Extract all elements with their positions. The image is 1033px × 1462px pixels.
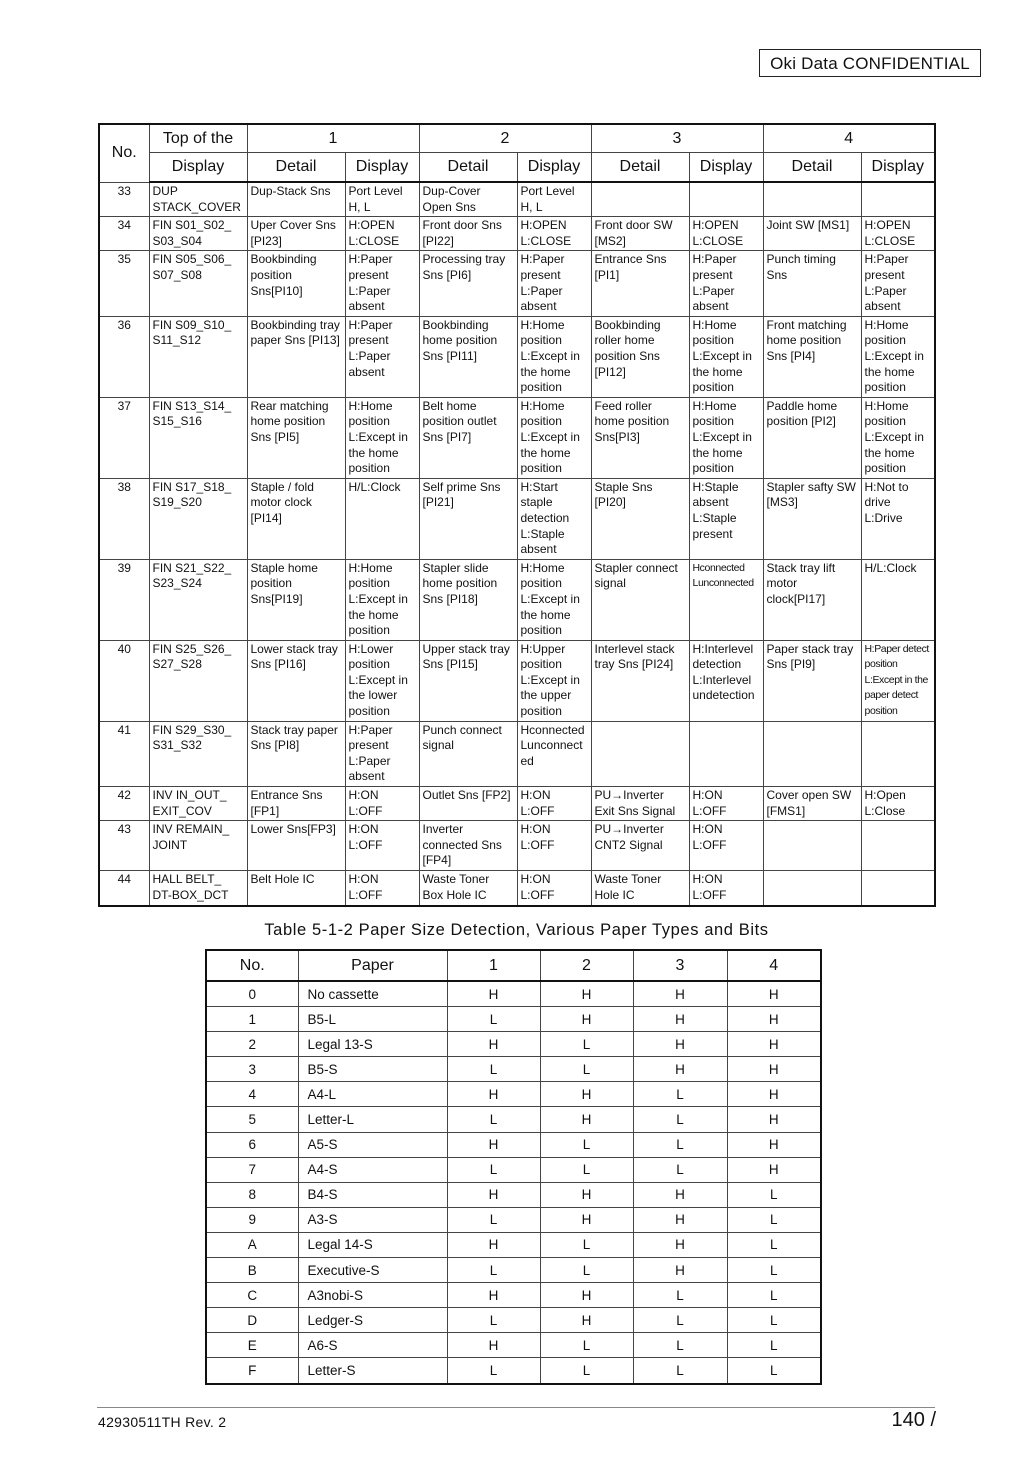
detail-cell: PU→Inverter CNT2 Signal xyxy=(591,821,689,871)
detail-cell: PU→Inverter Exit Sns Signal xyxy=(591,787,689,821)
bit-cell: H xyxy=(447,1182,540,1207)
row-number: 44 xyxy=(99,871,149,906)
footer-divider xyxy=(97,1407,935,1408)
detail-cell: Front door SW [MS2] xyxy=(591,217,689,251)
row-number: A xyxy=(206,1232,298,1257)
paper-size-table xyxy=(205,949,822,1385)
table-row xyxy=(99,251,935,316)
bit-cell: H xyxy=(447,1232,540,1257)
display-cell: H:Paper present L:Paper absent xyxy=(689,251,763,316)
col-header-paper: Paper xyxy=(298,950,447,981)
bit-cell: L xyxy=(727,1258,821,1283)
table-row xyxy=(99,640,935,721)
paper-type-cell: Letter-L xyxy=(298,1107,447,1132)
display-cell: H:Home position L:Except in the home position xyxy=(517,559,591,640)
row-number: 0 xyxy=(206,981,298,1007)
table-row xyxy=(99,559,935,640)
display-cell: H:OPEN L:CLOSE xyxy=(345,217,419,251)
detail-cell: Interlevel stack tray Sns [PI24] xyxy=(591,640,689,721)
display-cell: H:Staple absent L:Staple present xyxy=(689,478,763,559)
bit-cell: L xyxy=(447,1057,540,1082)
bit-cell: L xyxy=(727,1308,821,1333)
bit-cell: L xyxy=(447,1007,540,1032)
bit-cell: H xyxy=(633,1207,727,1232)
bit-cell: L xyxy=(447,1358,540,1384)
bit-cell: L xyxy=(727,1358,821,1384)
detail-cell: Staple Sns [PI20] xyxy=(591,478,689,559)
header-row-2 xyxy=(99,153,935,183)
detail-cell: Rear matching home position Sns [PI5] xyxy=(247,397,345,478)
bit-cell: H xyxy=(727,1032,821,1057)
display-cell: H:Paper present L:Paper absent xyxy=(345,251,419,316)
col-header-bit-4: 4 xyxy=(727,950,821,981)
detail-cell xyxy=(763,821,861,871)
col-header-detail: Detail xyxy=(591,153,689,183)
bit-cell: L xyxy=(633,1283,727,1308)
col-header-no: No. xyxy=(99,124,149,182)
detail-cell: Staple home position Sns[PI19] xyxy=(247,559,345,640)
bit-cell: H xyxy=(447,1032,540,1057)
display-cell: Port Level H, L xyxy=(345,182,419,217)
bit-cell: L xyxy=(540,1232,633,1257)
bit-cell: H xyxy=(540,1007,633,1032)
bit-cell: H xyxy=(540,1283,633,1308)
table-row xyxy=(99,397,935,478)
page-number: 140 / xyxy=(891,1409,936,1431)
bit-cell: L xyxy=(540,1032,633,1057)
row-number: 7 xyxy=(206,1157,298,1182)
row-number: 43 xyxy=(99,821,149,871)
detail-cell: Stapler connect signal xyxy=(591,559,689,640)
row-number: D xyxy=(206,1308,298,1333)
bit-cell: H xyxy=(540,1308,633,1333)
bit-cell: H xyxy=(540,1082,633,1107)
table-row xyxy=(206,1107,821,1132)
bit-cell: L xyxy=(633,1333,727,1358)
detail-cell: Paddle home position [PI2] xyxy=(763,397,861,478)
display-cell: H:Paper present L:Paper absent xyxy=(345,316,419,397)
bit-cell: H xyxy=(540,1207,633,1232)
bit-cell: H xyxy=(727,1007,821,1032)
table-row xyxy=(99,821,935,871)
bit-cell: H xyxy=(540,1107,633,1132)
col-header-detail: Detail xyxy=(247,153,345,183)
paper-type-cell: Legal 13-S xyxy=(298,1032,447,1057)
bit-cell: L xyxy=(540,1057,633,1082)
bit-cell: H xyxy=(540,1182,633,1207)
detail-cell xyxy=(591,182,689,217)
bit-cell: L xyxy=(727,1283,821,1308)
detail-cell: Punch timing Sns xyxy=(763,251,861,316)
table-row xyxy=(99,217,935,251)
table-row xyxy=(206,1333,821,1358)
detail-cell: Inverter connected Sns [FP4] xyxy=(419,821,517,871)
display-cell: H:Home position L:Except in the home position xyxy=(345,559,419,640)
row-number: 9 xyxy=(206,1207,298,1232)
table-row xyxy=(206,1308,821,1333)
table-row xyxy=(206,1207,821,1232)
row-number: 6 xyxy=(206,1132,298,1157)
display-cell: H:ON L:OFF xyxy=(689,871,763,906)
row-number: 39 xyxy=(99,559,149,640)
col-header-display: Display xyxy=(689,153,763,183)
display-cell xyxy=(689,182,763,217)
top-display-cell: HALL BELT_ DT-BOX_DCT xyxy=(149,871,247,906)
paper-type-cell: A5-S xyxy=(298,1132,447,1157)
display-cell: H/L:Clock xyxy=(345,478,419,559)
detail-cell: Outlet Sns [FP2] xyxy=(419,787,517,821)
bit-cell: L xyxy=(540,1258,633,1283)
detail-cell: Punch connect signal xyxy=(419,721,517,786)
paper-type-cell: Executive-S xyxy=(298,1258,447,1283)
row-number: 5 xyxy=(206,1107,298,1132)
detail-cell: Waste Toner Box Hole IC xyxy=(419,871,517,906)
display-cell: H:ON L:OFF xyxy=(517,821,591,871)
paper-type-cell: B5-L xyxy=(298,1007,447,1032)
bit-cell: H xyxy=(540,981,633,1007)
row-number: 40 xyxy=(99,640,149,721)
display-cell: H:OPEN L:CLOSE xyxy=(517,217,591,251)
display-cell: H:Paper present L:Paper absent xyxy=(861,251,935,316)
display-cell: H:Home position L:Except in the home position xyxy=(861,397,935,478)
display-cell: H:ON L:OFF xyxy=(345,821,419,871)
bit-cell: L xyxy=(540,1132,633,1157)
bit-cell: H xyxy=(633,981,727,1007)
bit-cell: H xyxy=(727,1082,821,1107)
display-cell xyxy=(861,871,935,906)
top-display-cell: FIN S21_S22_ S23_S24 xyxy=(149,559,247,640)
col-header-top: Top of the xyxy=(149,124,247,153)
row-number: 3 xyxy=(206,1057,298,1082)
table-row xyxy=(206,1283,821,1308)
col-header-bit-1: 1 xyxy=(447,950,540,981)
table-row xyxy=(99,182,935,217)
detail-cell: Dup-Cover Open Sns xyxy=(419,182,517,217)
bit-cell: H xyxy=(727,1057,821,1082)
detail-cell: Lower Sns[FP3] xyxy=(247,821,345,871)
detail-cell xyxy=(763,721,861,786)
display-cell: H:ON L:OFF xyxy=(517,787,591,821)
paper-type-cell: Letter-S xyxy=(298,1358,447,1384)
bit-cell: L xyxy=(633,1157,727,1182)
row-number: F xyxy=(206,1358,298,1384)
display-cell xyxy=(861,721,935,786)
bit-cell: L xyxy=(447,1207,540,1232)
col-header-bit-2: 2 xyxy=(540,950,633,981)
detail-cell: Upper stack tray Sns [PI15] xyxy=(419,640,517,721)
paper-type-cell: No cassette xyxy=(298,981,447,1007)
top-display-cell: FIN S09_S10_ S11_S12 xyxy=(149,316,247,397)
col-header-display: Display xyxy=(861,153,935,183)
row-number: 8 xyxy=(206,1182,298,1207)
bit-cell: L xyxy=(633,1082,727,1107)
bit-cell: L xyxy=(447,1308,540,1333)
detail-cell: Front door Sns [PI22] xyxy=(419,217,517,251)
display-cell: H:Lower position L:Except in the lower position xyxy=(345,640,419,721)
bit-cell: H xyxy=(633,1032,727,1057)
document-number: 42930511TH Rev. 2 xyxy=(98,1414,227,1430)
top-display-cell: FIN S29_S30_ S31_S32 xyxy=(149,721,247,786)
display-cell: H:ON L:OFF xyxy=(345,787,419,821)
bit-cell: H xyxy=(633,1182,727,1207)
bit-cell: L xyxy=(447,1258,540,1283)
bit-cell: L xyxy=(447,1157,540,1182)
row-number: 35 xyxy=(99,251,149,316)
bit-cell: H xyxy=(727,1132,821,1157)
detail-cell: Entrance Sns [FP1] xyxy=(247,787,345,821)
table-row xyxy=(206,1232,821,1257)
display-cell xyxy=(689,721,763,786)
display-cell: H:Home position L:Except in the home position xyxy=(861,316,935,397)
display-cell: H:Home position L:Except in the home position xyxy=(345,397,419,478)
bit-cell: L xyxy=(633,1308,727,1333)
display-cell: Hconnected Lunconnected xyxy=(517,721,591,786)
top-display-cell: DUP STACK_COVER xyxy=(149,182,247,217)
top-display-cell: FIN S25_S26_ S27_S28 xyxy=(149,640,247,721)
row-number: 38 xyxy=(99,478,149,559)
table-row xyxy=(99,871,935,906)
col-header-bit-3: 3 xyxy=(633,950,727,981)
display-cell: H:Home position L:Except in the home position xyxy=(689,397,763,478)
table-row xyxy=(99,316,935,397)
col-header-display: Display xyxy=(149,153,247,183)
detail-cell: Bookbinding position Sns[PI10] xyxy=(247,251,345,316)
detail-cell xyxy=(763,871,861,906)
col-header-display: Display xyxy=(345,153,419,183)
col-header-group-1: 1 xyxy=(247,124,419,153)
bit-cell: L xyxy=(540,1358,633,1384)
detail-cell: Stack tray lift motor clock[PI17] xyxy=(763,559,861,640)
row-number: 42 xyxy=(99,787,149,821)
table-row xyxy=(99,787,935,821)
display-cell: H:Start staple detection L:Staple absent xyxy=(517,478,591,559)
detail-cell xyxy=(763,182,861,217)
row-number: 2 xyxy=(206,1032,298,1057)
bit-cell: H xyxy=(633,1258,727,1283)
bit-cell: H xyxy=(447,1283,540,1308)
paper-type-cell: A4-S xyxy=(298,1157,447,1182)
col-header-group-3: 3 xyxy=(591,124,763,153)
display-cell xyxy=(861,182,935,217)
paper-type-cell: Legal 14-S xyxy=(298,1232,447,1257)
col-header-group-4: 4 xyxy=(763,124,935,153)
detail-cell: Joint SW [MS1] xyxy=(763,217,861,251)
col-header-display: Display xyxy=(517,153,591,183)
top-display-cell: FIN S17_S18_ S19_S20 xyxy=(149,478,247,559)
detail-cell: Stapler safty SW [MS3] xyxy=(763,478,861,559)
table-row xyxy=(206,1358,821,1384)
col-header-detail: Detail xyxy=(763,153,861,183)
bit-cell: L xyxy=(727,1207,821,1232)
display-cell: H:Home position L:Except in the home position xyxy=(689,316,763,397)
bit-cell: L xyxy=(540,1157,633,1182)
table-row xyxy=(206,1182,821,1207)
bit-cell: H xyxy=(727,981,821,1007)
bit-cell: L xyxy=(633,1132,727,1157)
paper-type-cell: A4-L xyxy=(298,1082,447,1107)
paper-type-cell: Ledger-S xyxy=(298,1308,447,1333)
table-row xyxy=(206,1032,821,1057)
display-cell: H:Upper position L:Except in the upper position xyxy=(517,640,591,721)
bit-cell: H xyxy=(447,1132,540,1157)
top-display-cell: FIN S01_S02_ S03_S04 xyxy=(149,217,247,251)
display-cell: H:Not to drive L:Drive xyxy=(861,478,935,559)
display-cell: Port Level H, L xyxy=(517,182,591,217)
table-row xyxy=(206,1132,821,1157)
detail-cell: Processing tray Sns [PI6] xyxy=(419,251,517,316)
detail-cell: Dup-Stack Sns xyxy=(247,182,345,217)
table-row xyxy=(99,721,935,786)
detail-cell: Lower stack tray Sns [PI16] xyxy=(247,640,345,721)
bit-cell: L xyxy=(633,1107,727,1132)
detail-cell: Paper stack tray Sns [PI9] xyxy=(763,640,861,721)
top-display-cell: FIN S13_S14_ S15_S16 xyxy=(149,397,247,478)
detail-cell xyxy=(591,721,689,786)
top-display-cell: INV REMAIN_ JOINT xyxy=(149,821,247,871)
table-row xyxy=(206,1082,821,1107)
display-cell xyxy=(861,821,935,871)
table-caption: Table 5-1-2 Paper Size Detection, Various Paper Types and Bits xyxy=(264,921,769,939)
display-cell: H:Open L:Close xyxy=(861,787,935,821)
bit-cell: L xyxy=(447,1107,540,1132)
top-display-cell: INV IN_OUT_ EXIT_COV xyxy=(149,787,247,821)
bit-cell: H xyxy=(633,1057,727,1082)
detail-cell: Bookbinding roller home position Sns [PI12] xyxy=(591,316,689,397)
detail-cell: Entrance Sns [PI1] xyxy=(591,251,689,316)
detail-cell: Self prime Sns [PI21] xyxy=(419,478,517,559)
display-cell: H:ON L:OFF xyxy=(517,871,591,906)
bit-cell: H xyxy=(633,1007,727,1032)
display-cell: H:Paper present L:Paper absent xyxy=(345,721,419,786)
bit-cell: H xyxy=(447,1333,540,1358)
row-number: C xyxy=(206,1283,298,1308)
display-cell: H:Home position L:Except in the home position xyxy=(517,316,591,397)
table-row xyxy=(99,478,935,559)
col-header-no: No. xyxy=(206,950,298,981)
detail-cell: Uper Cover Sns [PI23] xyxy=(247,217,345,251)
display-cell: H/L:Clock xyxy=(861,559,935,640)
paper-type-cell: B4-S xyxy=(298,1182,447,1207)
paper-type-cell: A3-S xyxy=(298,1207,447,1232)
bit-cell: H xyxy=(633,1232,727,1257)
display-cell: H:Interlevel detection L:Interlevel undetection xyxy=(689,640,763,721)
detail-cell: Staple / fold motor clock [PI14] xyxy=(247,478,345,559)
top-display-cell: FIN S05_S06_ S07_S08 xyxy=(149,251,247,316)
display-cell: H:OPEN L:CLOSE xyxy=(861,217,935,251)
row-number: 34 xyxy=(99,217,149,251)
display-cell: H:ON L:OFF xyxy=(689,787,763,821)
bit-cell: L xyxy=(540,1333,633,1358)
display-cell: H:Home position L:Except in the home position xyxy=(517,397,591,478)
row-number: 4 xyxy=(206,1082,298,1107)
col-header-group-2: 2 xyxy=(419,124,591,153)
detail-cell: Belt Hole IC xyxy=(247,871,345,906)
detail-cell: Front matching home position Sns [PI4] xyxy=(763,316,861,397)
bit-cell: L xyxy=(727,1232,821,1257)
detail-cell: Waste Toner Hole IC xyxy=(591,871,689,906)
row-number: E xyxy=(206,1333,298,1358)
bit-cell: H xyxy=(727,1107,821,1132)
bit-cell: L xyxy=(633,1358,727,1384)
display-cell: H:Paper present L:Paper absent xyxy=(517,251,591,316)
row-number: B xyxy=(206,1258,298,1283)
row-number: 41 xyxy=(99,721,149,786)
detail-cell: Feed roller home position Sns[PI3] xyxy=(591,397,689,478)
row-number: 1 xyxy=(206,1007,298,1032)
table-row xyxy=(206,1157,821,1182)
table-row xyxy=(206,1057,821,1082)
display-cell: H:ON L:OFF xyxy=(689,821,763,871)
bit-cell: L xyxy=(727,1182,821,1207)
paper-type-cell: B5-S xyxy=(298,1057,447,1082)
table-row xyxy=(206,1258,821,1283)
bit-cell: H xyxy=(447,981,540,1007)
bit-cell: L xyxy=(727,1333,821,1358)
display-cell: H:ON L:OFF xyxy=(345,871,419,906)
row-number: 33 xyxy=(99,182,149,217)
table-row xyxy=(206,981,821,1007)
detail-cell: Stack tray paper Sns [PI8] xyxy=(247,721,345,786)
display-cell: H:OPEN L:CLOSE xyxy=(689,217,763,251)
paper-type-cell: A3nobi-S xyxy=(298,1283,447,1308)
row-number: 36 xyxy=(99,316,149,397)
col-header-detail: Detail xyxy=(419,153,517,183)
signal-table xyxy=(98,123,936,907)
paper-type-cell: A6-S xyxy=(298,1333,447,1358)
header-row xyxy=(206,950,821,981)
table-row xyxy=(206,1007,821,1032)
detail-cell: Bookbinding tray paper Sns [PI13] xyxy=(247,316,345,397)
row-number: 37 xyxy=(99,397,149,478)
detail-cell: Belt home position outlet Sns [PI7] xyxy=(419,397,517,478)
detail-cell: Stapler slide home position Sns [PI18] xyxy=(419,559,517,640)
display-cell: H:Paper detect position L:Except in the paper detect position xyxy=(861,640,935,721)
bit-cell: H xyxy=(447,1082,540,1107)
display-cell: Hconnected Lunconnected xyxy=(689,559,763,640)
header-row-1 xyxy=(99,124,935,153)
confidential-label: Oki Data CONFIDENTIAL xyxy=(759,49,981,77)
detail-cell: Cover open SW [FMS1] xyxy=(763,787,861,821)
detail-cell: Bookbinding home position Sns [PI11] xyxy=(419,316,517,397)
bit-cell: H xyxy=(727,1157,821,1182)
